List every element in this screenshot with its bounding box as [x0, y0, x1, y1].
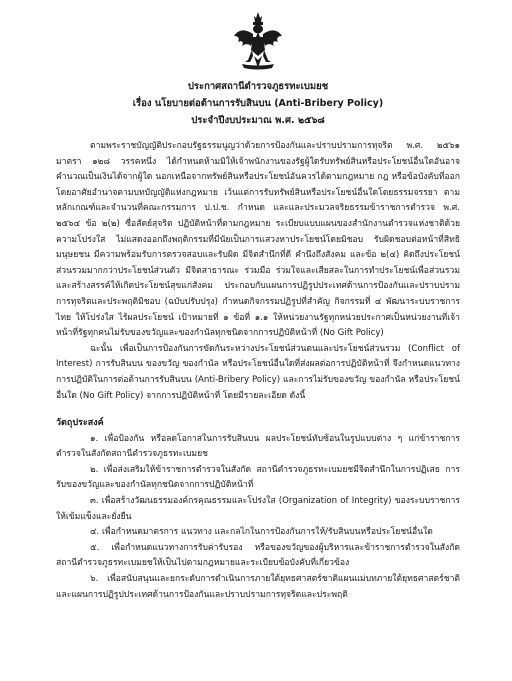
body-paragraph-2: ฉะนั้น เพื่อเป็นการป้องกันการขัดกันระหว่างประโยชน์ส่วนตนและประโยชน์ส่วนรวม (Conflict of Interest) การรับสินบน ของขวัญ ของกำนัล หรือประโยชน์อื่นใดที่ส่งผลต่อการปฏิบัติหน้าที่ จึงกำหนดแนวทางการปฏิบัติในการต่อต้านการรับสินบน (Anti-Bribery Policy) และการไม่รับของขวัญ ของกำนัล หรือประโยชน์อื่นใด (No Gift Policy) จากการปฏิบัติหน้าที่ โดยมีรายละเอียด ดังนี้ — [56, 343, 460, 401]
section-heading-objectives: วัตถุประสงค์ — [56, 418, 104, 429]
title-subject: เรื่อง นโยบายต่อต้านการรับสินบน (Anti-Bribery Policy) — [132, 98, 384, 109]
objective-item: ๕. เพื่อกำหนดแนวทางการรับค่ารับรอง หรือของขวัญของผู้บริหารและข้าราชการตำรวจในสังกัด สถานีตำรวจภูธรทะเบมยชให้เป็นไปตามกฎหมายและระเบียบข้อบังคับที่เกี่ยวข้อง — [56, 542, 460, 569]
body-paragraph-1: ตามพระราชบัญญัติประกอบรัฐธรรมนูญว่าด้วยการป้องกันและปราบปรามการทุจริต พ.ศ. ๒๕๖๑ มาตรา ๑๒๘ วรรคหนึ่ง ได้กำหนดห้ามมิให้เจ้าพนักงานของรัฐผู้ใดรับทรัพย์สินหรือประโยชน์อื่นใดอันอาจคำนวณเป็นเงินได้จากผู้ใด นอกเหนือจากทรัพย์สินหรือประโยชน์อันควรได้ตามกฎหมาย กฎ หรือข้อบังคับที่ออกโดยอาศัยอำนาจตามบทบัญญัติแห่งกฎหมาย เว้นแต่การรับทรัพย์สินหรือประโยชน์อื่นใดโดยธรรมจรรยา ตามหลักเกณฑ์และจำนวนที่คณะกรรมการ ป.ป.ช. กำหนด และและประมวลจริยธรรมข้าราชการตำรวจ พ.ศ. ๒๕๖๔ ข้อ ๒(๒) ซื่อสัตย์สุจริต ปฏิบัติหน้าที่ตามกฎหมาย ระเบียบแบบแผนของสำนักงานตำรวจแห่งชาติด้วยความโปร่งใส ไม่แสดงออกถึงพฤติกรรมที่มีนัยเป็นการแสวงหาประโยชน์โดยมิชอบ รับผิดชอบต่อหน้าที่สิทธิมนุษยชน มีความพร้อมรับการตรวจสอบและรับผิด มีจิตสำนึกที่ดี คำนึงถึงสังคม และข้อ ๒(๔) คิดถึงประโยชน์ส่วนรวมมากกว่าประโยชน์ส่วนตัว มีจิตสาธารณะ ร่วมมือ ร่วมใจและเสียสละในการทำประโยชน์เพื่อส่วนรวม และสร้างสรรค์ให้เกิดประโยชน์สุขแก่สังคม ประกอบกับแผนการปฏิรูปประเทศด้านการป้องกันและปราบปรามการทุจริตและประพฤติมิชอบ (ฉบับปรับปรุง) กำหนดกิจกรรมปฏิรูปที่สำคัญ กิจกรรมที่ ๔ พัฒนาระบบราชการไทย ให้โปร่งใส ไร้ผลประโยชน์ เป้าหมายที่ ๑ ข้อที่ ๑.๑ ให้หน่วยงานรัฐทุกหน่วยประกาศเป็นหน่วยงานที่เจ้าหน้าที่รัฐทุกคนไม่รับของขวัญและของกำนัลทุกชนิดจากการปฏิบัติหน้าที่ (No Gift Policy) — [56, 141, 460, 339]
objective-item: ๖. เพื่อสนับสนุนและยกระดับการดำเนินการภายใต้ยุทธศาสตร์ชาติแผนแม่บทภายใต้ยุทธศาสตร์ชาติ และแผนการปฏิรูปประเทศด้านการป้องกันและปราบปรามการทุจริตและประพฤติ — [56, 574, 460, 600]
document-title — [56, 78, 460, 129]
objective-item: ๑. เพื่อป้องกัน หรือลดโอกาสในการรับสินบน ผลประโยชน์ทับซ้อนในรูปแบบต่าง ๆ แก่ข้าราชการตำรวจในสังกัดสถานีตำรวจภูธรทะเบมยช — [56, 433, 460, 460]
title-announcement: ประกาศสถานีตำรวจภูธรทะเบมยช — [187, 81, 329, 92]
garuda-emblem-icon — [232, 10, 284, 72]
objective-item: ๔. เพื่อกำหนดมาตรการ แนวทาง และกลไกในการป้องกันการให้/รับสินบนหรือประโยชน์อื่นใด — [90, 527, 433, 538]
title-fiscal-year: ประจำปีงบประมาณ พ.ศ. ๒๕๖๘ — [191, 115, 325, 126]
objective-item: ๓. เพื่อสร้างวัฒนธรรมองค์กรคุณธรรมและโปร่งใส (Organization of Integrity) ของระบบราชการให้เข้มแข็งและยั่งยืน — [56, 496, 460, 522]
objective-item: ๒. เพื่อส่งเสริมให้ข้าราชการตำรวจในสังกัด สถานีตำรวจภูธรทะเบมยชมีจิตสำนึกในการปฏิเสธ การรับของขวัญและของกำนัลทุกชนิดจากการปฏิบัติหน้าที่ — [56, 464, 460, 491]
